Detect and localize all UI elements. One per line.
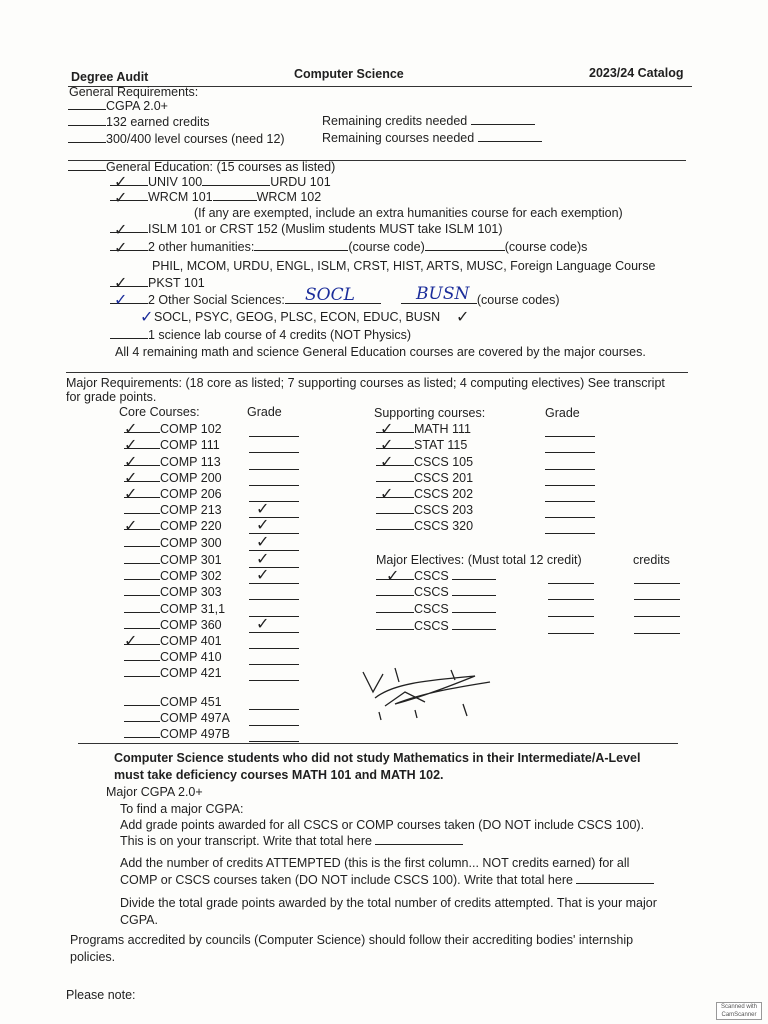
elective-row [376, 619, 496, 633]
grade-blank[interactable] [545, 469, 595, 470]
grade-blank[interactable] [545, 452, 595, 453]
course-code: COMP 303 [160, 585, 222, 599]
course-code: COMP 31,1 [160, 602, 226, 616]
gen-req-2 [68, 115, 210, 129]
check-mark-icon: ✓ [380, 484, 394, 503]
catalog-year: 2023/24 Catalog [589, 66, 684, 80]
major-cgpa: Major CGPA 2.0+ [106, 785, 203, 799]
add-credits-2 [120, 873, 654, 887]
covered-note: All 4 remaining math and science General Education courses are covered by the major courses. [115, 345, 646, 359]
grade-blank[interactable] [249, 741, 299, 742]
course-code: STAT 115 [414, 438, 468, 452]
programs-note-1: Programs accredited by councils (Computer Science) should follow their accrediting bodies' internship [70, 933, 634, 947]
add-credits-1: Add the number of credits ATTEMPTED (this is the first column... NOT credits earned) for all [120, 856, 630, 870]
course-row [124, 585, 222, 599]
core-heading: Core Courses: [119, 405, 200, 419]
course-row [376, 471, 473, 485]
check-mark-icon: ✓ [380, 435, 394, 454]
gen-req-3 [68, 132, 285, 146]
check-mark-icon: ✓ [124, 516, 138, 535]
handwritten-socl: SOCL [305, 285, 355, 305]
hum-code-2: (course code)s [504, 240, 588, 254]
gened-title-row [68, 160, 335, 174]
check-mark-icon: ✓ [456, 307, 470, 326]
scanner-bottom: CamScanner [721, 1012, 757, 1018]
section-rule [78, 743, 678, 744]
course-row [124, 695, 222, 709]
course-row [376, 519, 473, 533]
course-code: COMP 213 [160, 503, 222, 517]
elective-code: CSCS [414, 602, 449, 616]
elective-blank[interactable] [548, 599, 594, 600]
deficiency-note-1: Computer Science students who did not study Mathematics in their Intermediate/A-Level [114, 751, 641, 765]
supporting-grade-heading: Grade [545, 406, 580, 420]
add-credits-text: COMP or CSCS courses taken (DO NOT include CSCS 100). Write that total here [120, 873, 573, 887]
course-code: COMP 302 [160, 569, 222, 583]
islm-requirement: ISLM 101 or CRST 152 (Muslim students MUST take ISLM 101) [148, 222, 503, 236]
course-code: CSCS 202 [414, 487, 474, 501]
grade-blank[interactable] [545, 533, 595, 534]
course-pkst: PKST 101 [148, 276, 205, 290]
check-mark-icon: ✓ [256, 565, 270, 584]
course-code: COMP 220 [160, 519, 222, 533]
course-code: COMP 111 [160, 438, 220, 452]
course-code: COMP 451 [160, 695, 222, 709]
course-code: COMP 497A [160, 711, 230, 725]
hum-list: PHIL, MCOM, URDU, ENGL, ISLM, CRST, HIST, ARTS, MUSC, Foreign Language Course [152, 259, 656, 273]
grade-blank[interactable] [249, 648, 299, 649]
divide-note-1: Divide the total grade points awarded by the total number of credits attempted. That is your major [120, 896, 657, 910]
course-row [124, 634, 222, 648]
course-code: CSCS 201 [414, 471, 474, 485]
add-points-2 [120, 834, 463, 848]
course-code: MATH 111 [414, 422, 471, 436]
grade-blank[interactable] [249, 725, 299, 726]
doc-title: Degree Audit [71, 70, 149, 84]
elective-blank[interactable] [634, 583, 680, 584]
course-code: COMP 300 [160, 536, 222, 550]
program-name: Computer Science [294, 67, 404, 81]
hum-code-1: (course code) [348, 240, 425, 254]
soc-list: SOCL, PSYC, GEOG, PLSC, ECON, EDUC, BUSN [154, 310, 441, 324]
course-code: COMP 401 [160, 634, 222, 648]
course-row [124, 422, 222, 436]
check-mark-icon: ✓ [124, 419, 138, 438]
deficiency-note-2: must take deficiency courses MATH 101 and MATH 102. [114, 768, 444, 782]
check-mark-icon: ✓ [124, 468, 138, 487]
electives-heading: Major Electives: (Must total 12 credit) [376, 553, 582, 567]
section-rule [66, 372, 688, 373]
elective-blank[interactable] [548, 616, 594, 617]
remaining-credits [322, 114, 535, 128]
course-row [124, 553, 222, 567]
elective-code: CSCS [414, 619, 449, 633]
grade-blank[interactable] [545, 501, 595, 502]
camscanner-watermark [716, 1002, 762, 1020]
check-mark-icon: ✓ [386, 566, 400, 585]
exempt-note: (If any are exempted, include an extra humanities course for each exemption) [194, 206, 623, 220]
gen-req-label: 132 earned credits [106, 115, 210, 129]
elective-blank[interactable] [548, 633, 594, 634]
check-mark-icon: ✓ [256, 515, 270, 534]
grade-blank[interactable] [249, 680, 299, 681]
handwritten-busn: BUSN [416, 284, 470, 304]
grade-blank[interactable] [249, 599, 299, 600]
course-wrcm102: WRCM 102 [256, 190, 322, 204]
course-code: CSCS 105 [414, 455, 474, 469]
elective-row [376, 585, 496, 599]
general-title: General Requirements: [69, 85, 199, 99]
check-mark-icon: ✓ [114, 290, 128, 309]
course-code: COMP 410 [160, 650, 222, 664]
programs-note-2: policies. [70, 950, 116, 964]
check-mark-icon: ✓ [124, 452, 138, 471]
course-univ: UNIV 100 [148, 175, 203, 189]
check-mark-icon: ✓ [256, 549, 270, 568]
add-points-text: This is on your transcript. Write that total here [120, 834, 372, 848]
soc-codes: (course codes) [476, 293, 560, 307]
check-mark-icon: ✓ [256, 532, 270, 551]
supporting-heading: Supporting courses: [374, 406, 486, 420]
gen-req-1 [68, 99, 168, 113]
elective-blank[interactable] [634, 633, 680, 634]
course-urdu: URDU 101 [270, 175, 331, 189]
grade-blank[interactable] [249, 452, 299, 453]
gened-univ-row [110, 175, 331, 189]
elective-blank[interactable] [634, 599, 680, 600]
elective-blank[interactable] [634, 616, 680, 617]
course-row [124, 618, 222, 632]
gened-hum-row [110, 240, 587, 254]
course-code: CSCS 203 [414, 503, 474, 517]
core-grade-heading: Grade [247, 405, 282, 419]
course-row [124, 455, 221, 469]
soc-label: 2 Other Social Sciences: [148, 293, 285, 307]
please-note: Please note: [66, 988, 136, 1002]
gened-title: General Education: (15 courses as listed) [106, 160, 336, 174]
grade-blank[interactable] [249, 436, 299, 437]
course-row [124, 727, 230, 741]
gen-req-label: CGPA 2.0+ [106, 99, 168, 113]
check-mark-icon: ✓ [124, 484, 138, 503]
check-mark-icon: ✓ [114, 238, 128, 257]
course-row [124, 569, 222, 583]
gen-req-label: 300/400 level courses (need 12) [106, 132, 285, 146]
remaining-courses [322, 131, 542, 145]
course-row [376, 503, 473, 517]
course-row [124, 503, 222, 517]
grade-blank[interactable] [249, 469, 299, 470]
course-code: COMP 102 [160, 422, 222, 436]
grade-blank[interactable] [249, 485, 299, 486]
gened-wrcm-row [110, 190, 321, 204]
elective-code: CSCS [414, 585, 449, 599]
major-intro-1: Major Requirements: (18 core as listed; 7 supporting courses as listed; 4 computing electives) See transcript [66, 376, 665, 390]
course-row [124, 519, 222, 533]
grade-blank[interactable] [545, 485, 595, 486]
course-code: COMP 301 [160, 553, 222, 567]
elective-blank[interactable] [548, 583, 594, 584]
course-row [124, 650, 222, 664]
hum-label: 2 other humanities: [148, 240, 255, 254]
course-row [124, 711, 230, 725]
course-row [124, 487, 222, 501]
course-code: COMP 360 [160, 618, 222, 632]
course-row [124, 536, 222, 550]
check-mark-icon: ✓ [380, 419, 394, 438]
credits-heading: credits [633, 553, 670, 567]
check-mark-icon: ✓ [114, 188, 128, 207]
course-row [124, 666, 222, 680]
elective-row [376, 602, 496, 616]
signature-scribble [355, 662, 500, 722]
check-mark-icon: ✓ [256, 614, 270, 633]
course-code: CSCS 320 [414, 519, 474, 533]
check-mark-icon: ✓ [114, 220, 128, 239]
major-intro-2: for grade points. [66, 390, 157, 404]
check-mark-icon: ✓ [114, 273, 128, 292]
scanner-top: Scanned with [720, 1004, 758, 1010]
check-mark-icon: ✓ [124, 631, 138, 650]
find-cgpa: To find a major CGPA: [120, 802, 244, 816]
course-row [124, 602, 225, 616]
check-mark-icon: ✓ [380, 452, 394, 471]
course-wrcm101: WRCM 101 [148, 190, 213, 204]
course-row [124, 471, 222, 485]
gened-islm-row [110, 222, 503, 236]
gened-lab-row [110, 328, 411, 342]
check-mark-icon: ✓ [114, 172, 128, 191]
grade-blank[interactable] [545, 436, 595, 437]
check-mark-icon: ✓ [256, 499, 270, 518]
lab-requirement: 1 science lab course of 4 credits (NOT Physics) [148, 328, 412, 342]
grade-blank[interactable] [545, 517, 595, 518]
course-code: COMP 421 [160, 666, 222, 680]
course-row [124, 438, 220, 452]
divide-note-2: CGPA. [120, 913, 158, 927]
grade-blank[interactable] [249, 709, 299, 710]
course-code: COMP 200 [160, 471, 222, 485]
add-points-1: Add grade points awarded for all CSCS or COMP courses taken (DO NOT include CSCS 100). [120, 818, 645, 832]
check-mark-icon: ✓ [124, 435, 138, 454]
course-code: COMP 113 [160, 455, 221, 469]
remaining-courses-label: Remaining courses needed [322, 131, 475, 145]
remaining-credits-label: Remaining credits needed [322, 114, 468, 128]
grade-blank[interactable] [249, 664, 299, 665]
course-code: COMP 206 [160, 487, 222, 501]
check-mark-icon: ✓ [140, 307, 154, 326]
elective-code: CSCS [414, 569, 449, 583]
course-code: COMP 497B [160, 727, 230, 741]
